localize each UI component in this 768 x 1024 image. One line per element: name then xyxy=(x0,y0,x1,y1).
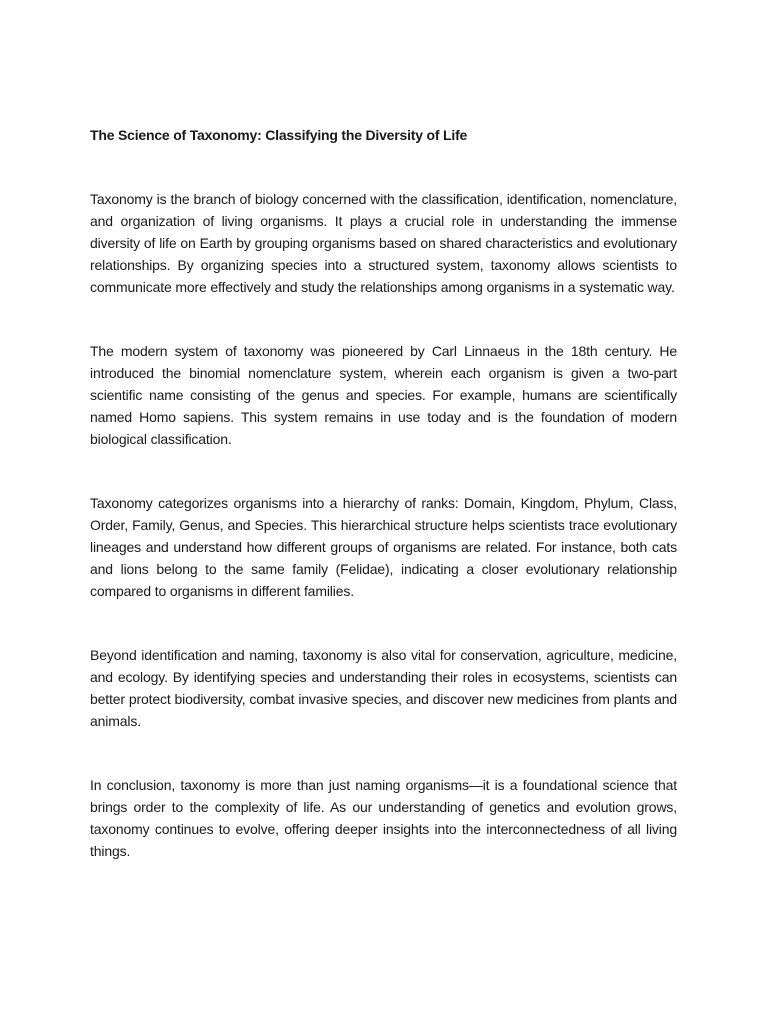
paragraph-intro: Taxonomy is the branch of biology concerned with the classification, identification, nomenclature, and organization of living organisms. It plays a crucial role in understanding the immense diversity of life on Earth by grouping organisms based on shared characteristics and evolutionary relationships. By organizing species into a structured system, taxonomy allows scientists to communicate more effectively and study the relationships among organisms in a systematic way. xyxy=(90,191,677,295)
document-page xyxy=(90,124,677,904)
paragraph-linnaeus: The modern system of taxonomy was pioneered by Carl Linnaeus in the 18th century. He introduced the binomial nomenclature system, wherein each organism is given a two-part scientific name consisting of the genus and species. For example, humans are scientifically named Homo sapiens. This system remains in use today and is the foundation of modern biological classification. xyxy=(90,343,677,447)
paragraph-conclusion: In conclusion, taxonomy is more than just naming organisms—it is a foundational science that brings order to the complexity of life. As our understanding of genetics and evolution grows, taxonomy continues to evolve, offering deeper insights into the interconnectedness of all living things. xyxy=(90,777,677,859)
paragraph-hierarchy: Taxonomy categorizes organisms into a hierarchy of ranks: Domain, Kingdom, Phylum, Class, Order, Family, Genus, and Species. This hierarchical structure helps scientists trace evolutionary lineages and understand how different groups of organisms are related. For instance, both cats and lions belong to the same family (Felidae), indicating a closer evolutionary relationship compared to organisms in different families. xyxy=(90,495,677,599)
document-title: The Science of Taxonomy: Classifying the Diversity of Life xyxy=(90,127,468,143)
paragraph-applications: Beyond identification and naming, taxonomy is also vital for conservation, agriculture, medicine, and ecology. By identifying species and understanding their roles in ecosystems, scientists can better protect biodiversity, combat invasive species, and discover new medicines from plants and animals. xyxy=(90,647,677,729)
